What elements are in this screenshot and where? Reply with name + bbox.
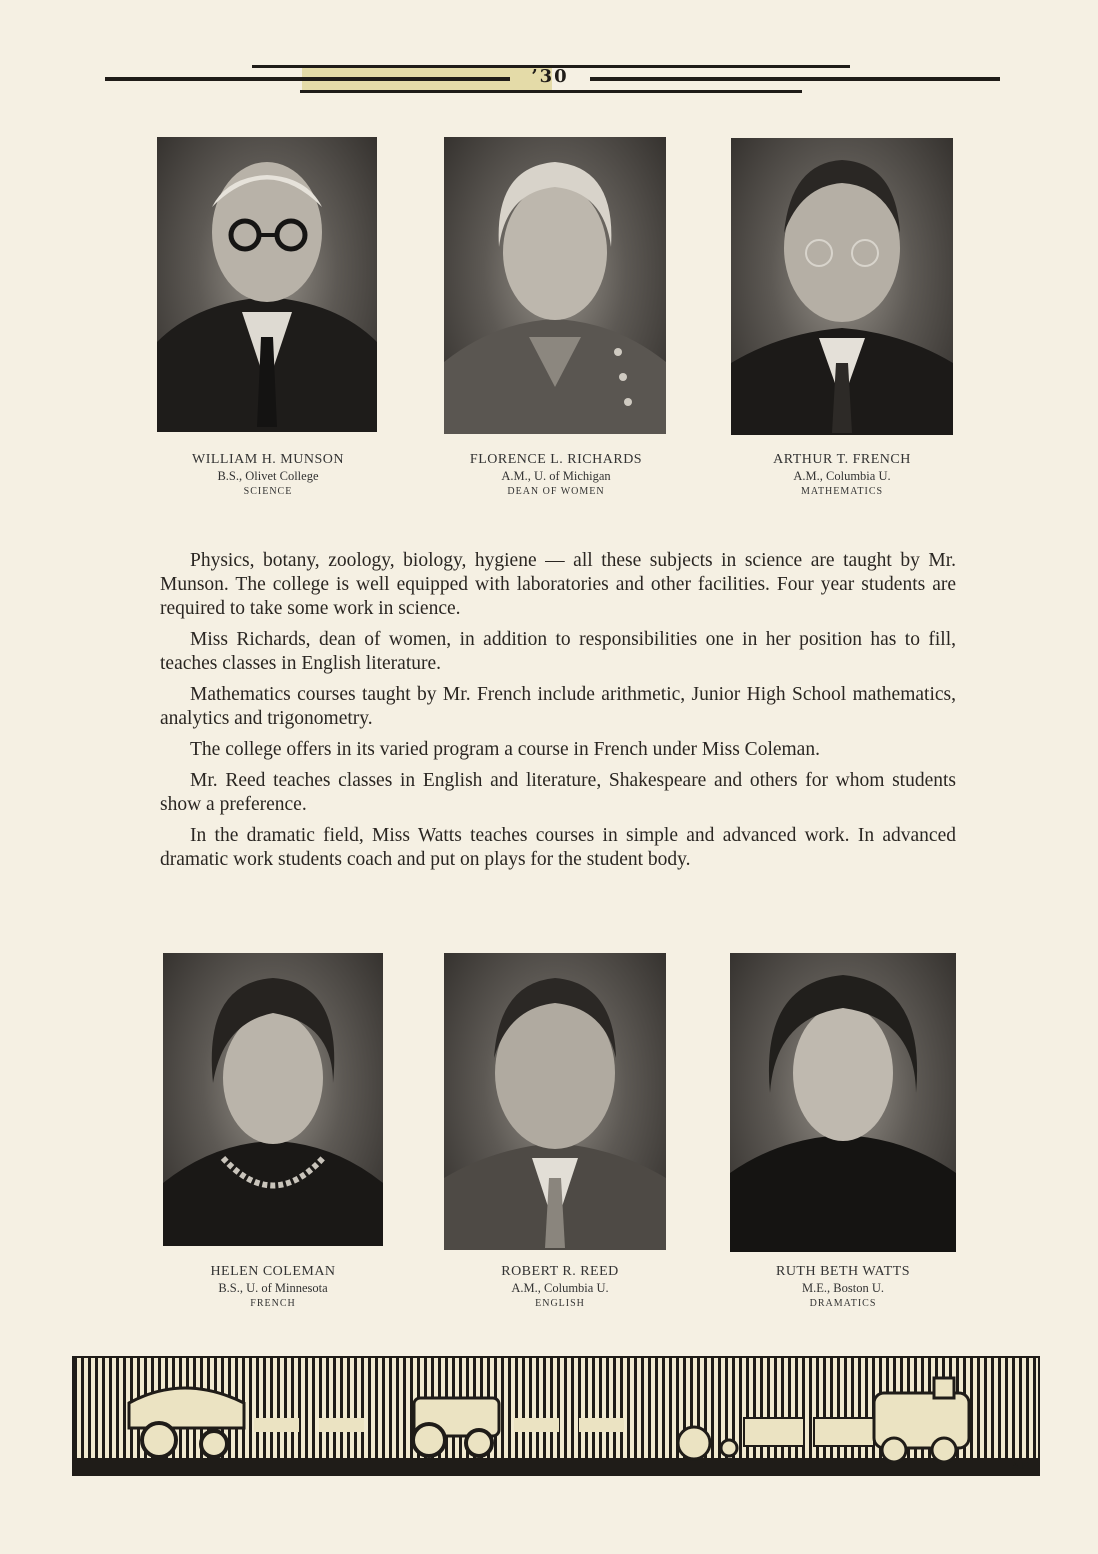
faculty-name: RUTH BETH WATTS <box>775 1264 911 1279</box>
page-year: ’30 <box>531 66 569 87</box>
portrait-coleman <box>163 953 383 1246</box>
header-rule <box>105 77 510 81</box>
faculty-subject: ENGLISH <box>535 1298 585 1309</box>
faculty-degree: M.E., Boston U. <box>802 1281 884 1295</box>
faculty-name: ARTHUR T. FRENCH <box>773 452 911 467</box>
artist-initials: A.P. <box>1011 1461 1030 1472</box>
portrait-richards <box>444 137 666 434</box>
faculty-subject: FRENCH <box>250 1298 296 1309</box>
paragraph: Mr. Reed teaches classes in English and literature, Shakespeare and others for whom students show a preference. <box>160 770 956 815</box>
header-rule <box>300 90 802 93</box>
faculty-degree: B.S., U. of Minnesota <box>218 1281 328 1295</box>
portrait-french <box>731 138 953 435</box>
faculty-subject: DRAMATICS <box>809 1298 877 1309</box>
paragraph: In the dramatic field, Miss Watts teaches courses in simple and advanced work. In advanced dramatic work students coach and put on plays for the student body. <box>160 825 956 870</box>
faculty-degree: A.M., Columbia U. <box>511 1281 609 1295</box>
faculty-degree: A.M., Columbia U. <box>793 469 891 483</box>
page-header <box>0 60 1098 100</box>
faculty-name: WILLIAM H. MUNSON <box>192 452 344 467</box>
faculty-degree: A.M., U. of Michigan <box>501 469 611 483</box>
header-rule <box>590 77 1000 81</box>
portrait-watts <box>730 953 956 1252</box>
faculty-name: ROBERT R. REED <box>501 1264 619 1279</box>
caption-watts <box>723 1264 963 1311</box>
transportation-frieze-icon <box>74 1358 1038 1474</box>
body-text <box>160 549 956 879</box>
faculty-degree: B.S., Olivet College <box>217 469 319 483</box>
faculty-subject: MATHEMATICS <box>800 486 884 497</box>
faculty-subject: SCIENCE <box>243 486 293 497</box>
paragraph: Mathematics courses taught by Mr. French include arithmetic, Junior High School mathematics, analytics and trigonometry. <box>160 684 956 729</box>
faculty-name: FLORENCE L. RICHARDS <box>469 452 643 467</box>
caption-french <box>722 452 962 499</box>
caption-munson <box>148 452 388 499</box>
footer-illustration <box>72 1356 1040 1476</box>
portrait-munson <box>157 137 377 432</box>
portrait-reed <box>444 953 666 1250</box>
paragraph: Miss Richards, dean of women, in addition to responsibilities one in her position has to fill, teaches classes in English literature. <box>160 629 956 674</box>
paragraph: Physics, botany, zoology, biology, hygiene — all these subjects in science are taught by Mr. Munson. The college is well equipped with laboratories and other facilities. Four year students are required to take some work in science. <box>160 550 956 619</box>
caption-richards <box>436 452 676 499</box>
faculty-subject: DEAN OF WOMEN <box>507 486 605 497</box>
caption-coleman <box>153 1264 393 1311</box>
faculty-name: HELEN COLEMAN <box>210 1264 336 1279</box>
caption-reed <box>440 1264 680 1311</box>
paragraph: The college offers in its varied program a course in French under Miss Coleman. <box>190 739 820 760</box>
